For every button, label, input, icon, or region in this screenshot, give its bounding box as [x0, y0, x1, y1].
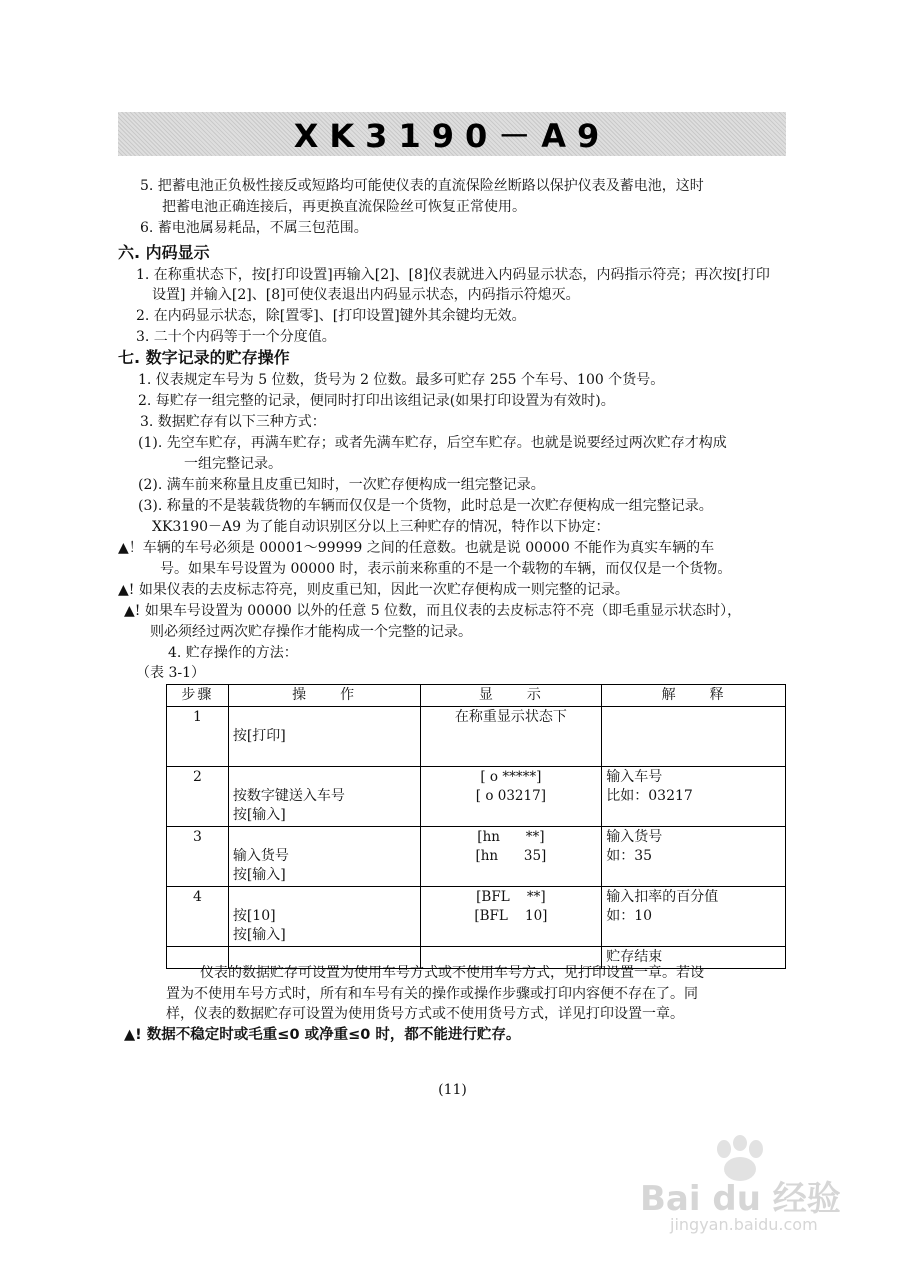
sec7-item-4: 4. 贮存操作的方法：	[168, 645, 298, 661]
header-operation: 操 作	[228, 685, 420, 707]
header-display: 显 示	[420, 685, 602, 707]
display-line: [BFL **]	[476, 889, 546, 905]
op-line	[233, 708, 416, 727]
mode-1-line-2: 一组完整记录。	[184, 456, 282, 472]
display-line: [BFL 10]	[474, 908, 548, 924]
explanation-cell	[602, 767, 786, 827]
table-row	[167, 767, 786, 827]
storage-operation-table	[166, 684, 786, 969]
step-cell	[167, 887, 229, 947]
display-line: 在称重显示状态下	[454, 709, 567, 725]
step-value: 4	[192, 889, 202, 905]
op-line: 按[输入]	[232, 927, 286, 943]
table-caption: （表 3-1）	[136, 665, 205, 681]
step-cell	[167, 827, 229, 887]
sec7-item-2: 2. 每贮存一组完整的记录，便同时打印出该组记录(如果打印设置为有效时)。	[138, 393, 615, 409]
expl-line: 输入货号	[606, 829, 663, 845]
step-cell	[167, 767, 229, 827]
expl-line: 如：35	[606, 848, 653, 864]
display-line: [hn **]	[477, 829, 545, 845]
header-explanation: 解 释	[602, 685, 786, 707]
operation-cell	[228, 827, 420, 887]
display-cell	[420, 887, 602, 947]
sec6-item-1-line-1: 1. 在称重状态下，按[打印设置]再输入[2]、[8]仪表就进入内码显示状态，内码指示符亮；再次按[打印	[136, 267, 770, 283]
sec6-item-3: 3. 二十个内码等于一个分度值。	[136, 329, 336, 345]
watermark-url: jingyan.baidu.com	[670, 1215, 818, 1234]
item-6: 6. 蓄电池属易耗品，不属三包范围。	[140, 220, 368, 236]
warning-2: ▲! 如果仪表的去皮标志符亮，则皮重已知，因此一次贮存便构成一则完整的记录。	[118, 582, 629, 598]
after-table-line-1: 仪表的数据贮存可设置为使用车号方式或不使用车号方式，见打印设置一章。若设	[200, 965, 704, 981]
after-table-line-3: 样，仪表的数据贮存可设置为使用货号方式或不使用货号方式，详见打印设置一章。	[166, 1006, 684, 1022]
operation-cell	[228, 707, 420, 767]
display-line	[425, 727, 598, 746]
display-line: [ o *****]	[480, 769, 542, 785]
op-line: 按数字键送入车号	[232, 788, 345, 804]
document-title: XK3190－A9	[293, 117, 611, 155]
expl-line	[606, 708, 781, 727]
display-cell	[420, 707, 602, 767]
expl-line: 输入车号	[606, 769, 663, 785]
op-line: 按[打印]	[232, 728, 286, 744]
sec7-item-3: 3. 数据贮存有以下三种方式：	[140, 414, 326, 430]
warning-3-line-1: ▲! 如果车号设置为 00000 以外的任意 5 位数，而且仪表的去皮标志符不亮（即毛重显示状态时），	[124, 603, 742, 619]
step-value: 2	[192, 769, 202, 785]
step-value: 1	[192, 709, 202, 725]
display-cell	[420, 827, 602, 887]
watermark-brand: Bai du 经验	[640, 1179, 841, 1219]
table-header-row	[167, 685, 786, 707]
convention-intro: XK3190－A9 为了能自动识别区分以上三种贮存的情况，特作以下协定：	[152, 519, 610, 535]
op-line: 按[输入]	[232, 807, 286, 823]
expl-line: 比如：03217	[606, 788, 693, 804]
operation-cell	[228, 887, 420, 947]
expl-line: 如：10	[606, 908, 653, 924]
item-5-line-2: 把蓄电池正确连接后，再更换直流保险丝可恢复正常使用。	[162, 199, 526, 215]
table-row	[167, 707, 786, 767]
header-band	[118, 112, 786, 156]
step-value: 3	[192, 829, 202, 845]
header-step: 步骤	[167, 685, 229, 707]
mode-2: (2). 满车前来称量且皮重已知时，一次贮存便构成一组完整记录。	[138, 477, 545, 493]
page-number: (11)	[438, 1082, 467, 1098]
expl-line: 输入扣率的百分值	[606, 889, 719, 905]
display-line: [ o 03217]	[475, 788, 546, 804]
item-5-line-1: 5. 把蓄电池正负极性接反或短路均可能使仪表的直流保险丝断路以保护仪表及蓄电池，这时	[140, 178, 704, 194]
section-7-heading: 七. 数字记录的贮存操作	[118, 348, 290, 367]
after-table-line-2: 置为不使用车号方式时，所有和车号有关的操作或操作步骤或打印内容便不存在了。同	[166, 986, 698, 1002]
expl-line: 贮存结束	[606, 949, 663, 965]
explanation-cell	[602, 887, 786, 947]
step-cell	[167, 707, 229, 767]
section-6-heading: 六. 内码显示	[118, 243, 210, 262]
op-line: 按[输入]	[232, 867, 286, 883]
op-line: 输入货号	[232, 848, 289, 864]
warning-3-line-2: 则必须经过两次贮存操作才能构成一个完整的记录。	[150, 624, 472, 640]
watermark	[640, 1135, 870, 1245]
sec7-item-1: 1. 仪表规定车号为 5 位数，货号为 2 位数。最多可贮存 255 个车号、100 个货号。	[138, 372, 665, 388]
operation-cell	[228, 767, 420, 827]
mode-1-line-1: (1). 先空车贮存，再满车贮存；或者先满车贮存，后空车贮存。也就是说要经过两次贮存才构成	[138, 435, 727, 451]
expl-line	[606, 727, 781, 746]
mode-3: (3). 称量的不是装载货物的车辆而仅仅是一个货物，此时总是一次贮存便构成一组完整记录。	[138, 498, 713, 514]
display-cell	[420, 767, 602, 827]
display-line: [hn 35]	[475, 848, 547, 864]
table-row	[167, 887, 786, 947]
op-line: 按[10]	[232, 908, 276, 924]
warning-1-line-2: 号。如果车号设置为 00000 时，表示前来称重的不是一个载物的车辆，而仅仅是一个货物。	[160, 561, 732, 577]
sec6-item-1-line-2: 设置] 并输入[2]、[8]可使仪表退出内码显示状态，内码指示符熄灭。	[152, 287, 580, 303]
explanation-cell	[602, 707, 786, 767]
explanation-cell	[602, 827, 786, 887]
sec6-item-2: 2. 在内码显示状态，除[置零]、[打印设置]键外其余键均无效。	[136, 308, 526, 324]
table-row	[167, 827, 786, 887]
final-warning: ▲! 数据不稳定时或毛重≤0 或净重≤0 时，都不能进行贮存。	[124, 1027, 521, 1043]
warning-1-line-1: ▲！车辆的车号必须是 00001～99999 之间的任意数。也就是说 00000 不能作为真实车辆的车	[118, 540, 715, 556]
